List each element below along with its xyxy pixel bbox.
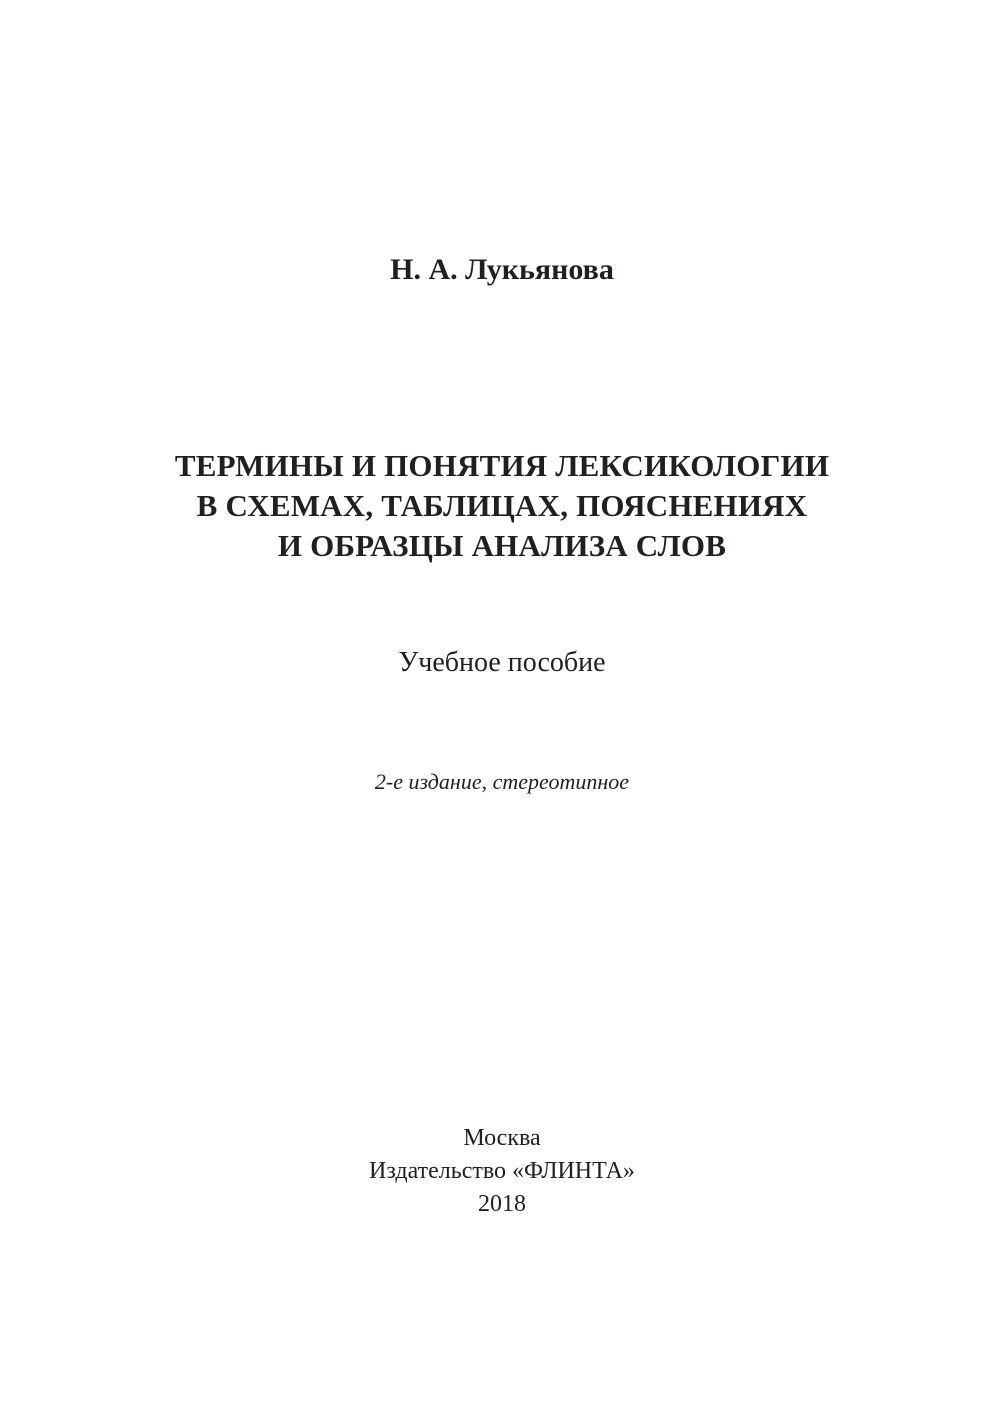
book-title-line-2: В СХЕМАХ, ТАБЛИЦАХ, ПОЯСНЕНИЯХ <box>196 488 808 523</box>
imprint-year: 2018 <box>478 1191 526 1217</box>
book-title <box>0 446 1004 566</box>
book-title-line-1: ТЕРМИНЫ И ПОНЯТИЯ ЛЕКСИКОЛОГИИ <box>174 448 830 483</box>
book-subtitle: Учебное пособие <box>398 647 606 678</box>
author-name: Н. А. Лукьянова <box>390 253 614 286</box>
imprint <box>0 1122 1004 1221</box>
edition-note: 2-е издание, стереотипное <box>374 769 630 794</box>
book-title-line-3: И ОБРАЗЦЫ АНАЛИЗА СЛОВ <box>277 528 727 563</box>
imprint-city: Москва <box>463 1125 541 1151</box>
imprint-publisher: Издательство «ФЛИНТА» <box>369 1158 635 1184</box>
